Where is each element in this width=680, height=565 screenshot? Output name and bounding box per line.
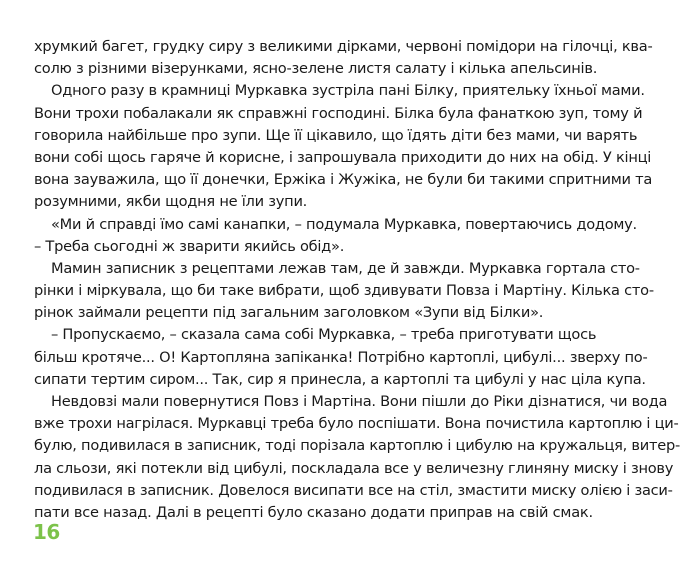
- text-line: більш кротяче... О! Картопляна запіканка! Потрібно картоплі, цибулі... зверху по-: [34, 348, 648, 366]
- paragraph-start-line: «Ми й справді їмо самі канапки, – подумала Муркавка, повертаючись додому.: [51, 215, 637, 233]
- paragraph-start-line: – Пропускаємо, – сказала сама собі Муркавка, – треба приготувати щось: [51, 326, 597, 344]
- paragraph-start-line: Одного разу в крамниці Муркавка зустріла пані Білку, приятельку їхньої мами.: [51, 82, 645, 100]
- paragraph-start-line: Мамин записник з рецептами лежав там, де й завжди. Муркавка гортала сто-: [51, 259, 640, 277]
- text-line: вона зауважила, що її донечки, Ержіка і Жужіка, не були би такими спритними та: [34, 171, 653, 189]
- page-number: 16: [33, 520, 60, 544]
- text-line: солю з різними візерунками, ясно-зелене листя салату і кілька апельсинів.: [34, 60, 598, 78]
- text-line: сипати тертим сиром... Так, сир я принесла, а картоплі та цибулі у нас ціла купа.: [34, 370, 646, 388]
- text-line: подивилася в записник. Довелося висипати все на стіл, змастити миску олією і заси-: [34, 481, 673, 499]
- text-line: розумними, якби щодня не їли зупи.: [34, 193, 308, 211]
- text-line: рінки і міркувала, що би таке вибрати, щоб здивувати Повза і Мартіну. Кілька сто-: [34, 282, 654, 300]
- paragraph-start-line: Невдовзі мали повернутися Повз і Мартіна. Вони пішли до Ріки дізнатися, чи вода: [51, 393, 668, 410]
- text-line: вони собі щось гаряче й корисне, і запрошувала приходити до них на обід. У кінці: [34, 148, 652, 166]
- text-line: булю, подивилася в записник, тоді порізала картоплю і цибулю на кружальця, витер-: [34, 437, 680, 455]
- text-line: Вони трохи побалакали як справжні господині. Білка була фанаткою зуп, тому й: [34, 104, 643, 122]
- text-line: хрумкий багет, грудку сиру з великими дірками, червоні помідори на гілочці, ква-: [34, 38, 653, 55]
- text-line: пати все назад. Далі в рецепті було сказано додати приправ на свій смак.: [34, 503, 593, 521]
- text-line: говорила найбільше про зупи. Ще її цікавило, що їдять діти без мами, чи варять: [34, 126, 638, 144]
- text-line: вже трохи нагрілася. Муркавці треба було поспішати. Вона почистила картоплю і ци-: [34, 415, 679, 433]
- text-line: ла сльози, які потекли від цибулі, поскладала все у величезну глиняну миску і знову: [34, 459, 674, 477]
- text-line: – Треба сьогодні ж зварити якийсь обід».: [34, 237, 345, 255]
- text-line: рінок займали рецепти під загальним заголовком «Зупи від Білки».: [34, 304, 544, 322]
- body-text: [34, 36, 680, 524]
